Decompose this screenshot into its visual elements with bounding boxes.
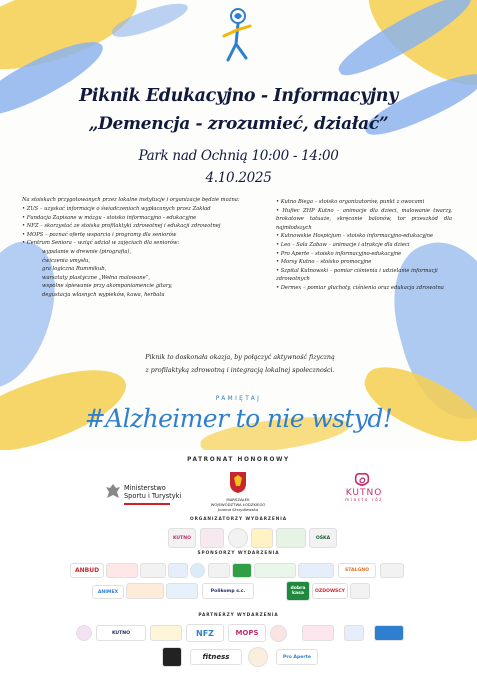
list-item: • Morsy Kutno – stoisko promocyjne [276, 259, 372, 266]
list-item: • Kutnowskie Hospicjum – stoisko informacyjno-edukacyjne [276, 233, 434, 240]
organizers-heading: ORGANIZATORZY WYDARZENIA [190, 517, 287, 522]
marshal-crest-icon [228, 470, 248, 494]
partner-logo [344, 625, 364, 641]
sponsor-logo [126, 583, 164, 599]
ministry-name [124, 484, 181, 500]
summary-line: z profilaktyką zdrowotną i integracją lokalnej społeczności. [145, 366, 335, 374]
partners-heading: PARTNERZY WYDARZENIA [198, 613, 279, 618]
list-item: • Dermex – pomiar głuchoty, ciśnienia oraz edukacja zdrowotna [276, 284, 444, 291]
organizer-logo [228, 528, 248, 548]
sponsor-logo [208, 563, 230, 578]
reminder-label: PAMIĘTAJ [215, 396, 262, 402]
list-item: • Fundacja Zapisane w mózgu - stoisko informacyjno - edukacyjne [22, 214, 197, 221]
list-item: • MOPS – poznać ofertę wsparcia i programy dla seniorów [22, 231, 177, 238]
list-item: • Szpital Kutnowski – pomiar ciśnienia i udzielanie informacji zdrowotnych [276, 267, 438, 283]
sponsor-logo-anbud: ANBUD [70, 563, 104, 578]
sponsor-logo [380, 563, 404, 578]
event-subtitle: „Demencja - zrozumieć, działać” [88, 114, 389, 134]
list-item: • Hufiec ZHP Kutno – animacje dla dzieci, malowanie twarzy, brokatowe tatuaże, skręcanie balonów, tor przeszkód dla najmłodszych [276, 207, 452, 231]
sponsor-logo-ozdowscy: OZDOWSCY [312, 583, 348, 599]
kutno-name [337, 488, 391, 503]
partner-logo [162, 647, 182, 667]
list-item: • Pro Aperte – stoisko informacyjno-edukacyjne [276, 250, 402, 257]
partner-logo [374, 625, 404, 641]
list-subitem: degustacja własnych wypieków, kawa, herbata [42, 291, 165, 298]
partner-logo-mops: MOPS [228, 624, 266, 642]
sponsor-logo-animex: ANIMEX [92, 585, 124, 599]
list-subitem: wypalanie w drewnie (pirografia), [42, 248, 132, 255]
left-stand-list [22, 205, 252, 300]
kutno-title: KUTNO [345, 488, 383, 498]
ministry-eagle-icon [104, 482, 122, 502]
sponsor-logo-stalgno: STALGNO [338, 563, 376, 578]
marshal-name [198, 497, 278, 512]
list-subitem: warsztaty plastyczne „Wełna malowane”, [42, 274, 150, 281]
list-item: • Kutno Biega – stoisko organizatorów, punkt z owocami [276, 199, 425, 205]
sponsor-logo [106, 563, 138, 578]
sponsor-logo [190, 563, 205, 578]
sponsor-logo [254, 563, 296, 578]
hashtag-slogan: #Alzheimer to nie wstyd! [84, 404, 393, 433]
sponsor-logo [168, 563, 188, 578]
summary-text [90, 352, 390, 377]
partner-logo-fitness: fitness [190, 649, 242, 665]
organizer-logo-kutno: KUTNO [168, 528, 196, 548]
sponsor-logo [232, 563, 252, 578]
summary-line: Piknik to doskonała okazja, by połączyć aktywność fizyczną [145, 354, 335, 361]
partner-logo [302, 625, 334, 641]
partner-logo-nfz: NFZ [186, 624, 224, 642]
sponsor-logo-dobra-kasa: dobra kasa [286, 581, 310, 601]
list-subitem: ćwiczenia umysłu, [42, 257, 90, 264]
marshal-line: WOJEWÓDZTWA ŁÓDZKIEGO [210, 502, 266, 507]
sponsors-heading: SPONSORZY WYDARZENIA [197, 551, 280, 556]
sponsor-logo [350, 583, 370, 599]
sponsor-logo [166, 583, 198, 599]
list-item: • Leo – Sala Zabaw – animacje i atrakcje dla dzieci [276, 241, 410, 248]
event-place-time: Park nad Ochnią 10:00 - 14:00 [138, 148, 339, 164]
partner-logo [248, 647, 268, 667]
kutno-tagline: miasto róż [345, 498, 383, 503]
sponsor-logo-polikomp: Polikomp s.c. [202, 583, 254, 599]
organizer-logo-oska: OŚKA [309, 528, 337, 548]
list-item: • Centrum Seniora – wziąć udział w zajęciach dla seniorów: [22, 240, 180, 247]
runner-logo-icon [214, 4, 262, 76]
partner-logo [76, 625, 92, 641]
list-item: • NFZ – skorzystać ze stoiska profilaktyki zdrowotnej i edukacji zdrowotnej [22, 223, 221, 230]
list-item: • ZUS – uzyskać informacje o świadczeniach wypłacanych przez Zakład [22, 206, 211, 212]
list-subitem: gra logiczna Rummikub, [42, 266, 107, 273]
event-title: Piknik Edukacyjno - Informacyjny [79, 86, 398, 106]
marshal-line: MARSZAŁEK [226, 497, 250, 502]
sponsor-logo [140, 563, 166, 578]
sponsor-logo [298, 563, 334, 578]
partner-logo [150, 625, 182, 641]
right-stand-list [276, 198, 452, 293]
intro-text: Na stoiskach przygotowanych przez lokalne instytucje i organizacje będzie można: [22, 197, 240, 203]
partner-logo-kutno: KUTNO [96, 625, 146, 641]
marshal-line: Joanna Skrzydlewska [218, 507, 258, 512]
patronat-heading: PATRONAT HONOROWY [187, 457, 290, 463]
partner-logo-pro-aperte: Pro Aperte [276, 649, 318, 665]
event-date: 4.10.2025 [205, 170, 272, 186]
organizer-logo [200, 528, 224, 548]
ministry-line: Sportu i Turystyki [124, 492, 182, 500]
organizer-logo [251, 528, 273, 548]
ministry-underline [124, 503, 170, 505]
list-subitem: wspólne śpiewanie przy akompaniamencie gitary, [42, 283, 173, 290]
partner-logo [270, 625, 287, 642]
organizer-logo [276, 528, 306, 548]
ministry-line: Ministerstwo [124, 484, 166, 492]
kutno-rose-icon [350, 470, 374, 490]
